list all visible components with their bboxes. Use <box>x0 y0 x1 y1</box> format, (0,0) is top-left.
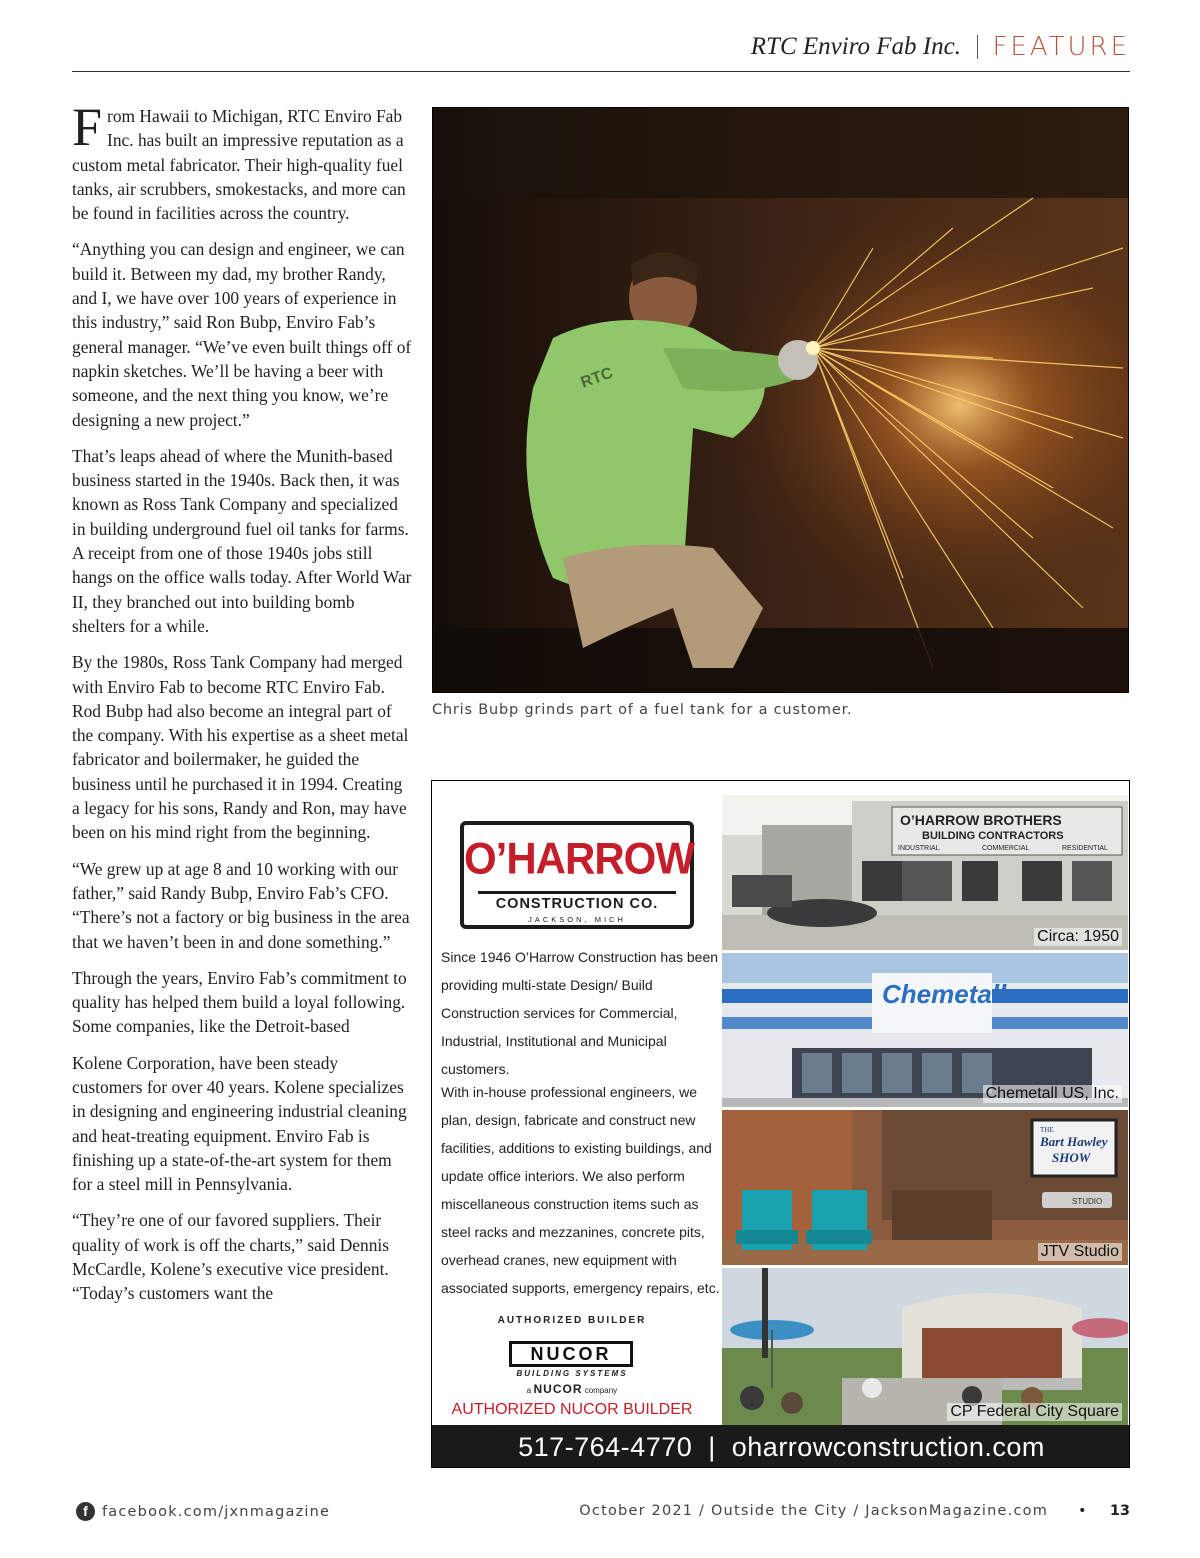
facebook-icon: f <box>76 1502 95 1521</box>
publication-title: RTC Enviro Fab Inc. <box>750 33 961 60</box>
ad-text-column <box>432 781 722 1425</box>
photo-label-jtv: JTV Studio <box>1038 1243 1122 1261</box>
ad-website: oharrowconstruction.com <box>731 1432 1045 1462</box>
studio-sign-name: Bart Hawley <box>1040 1134 1108 1149</box>
authorized-builder-label: AUTHORIZED BUILDER <box>497 1315 647 1326</box>
facebook-url: facebook.com/jxnmagazine <box>102 1503 331 1520</box>
ad-photo-column <box>722 795 1128 1428</box>
photo-caption: Chris Bubp grinds part of a fuel tank for a customer. <box>432 702 853 718</box>
logo-subtitle: CONSTRUCTION CO. <box>495 896 659 912</box>
page-header <box>72 28 1130 72</box>
nucor-company-name: NUCOR <box>533 1382 583 1396</box>
article-lead-text: rom Hawaii to Michigan, RTC Enviro Fab Inc. has built an impressive reputation as a custom metal fabricator. Their high-quality fuel tanks, air scrubbers, smokestacks, and more can be found in facilities across the country. <box>72 106 406 224</box>
studio-sign-label: STUDIO <box>1072 1197 1103 1206</box>
shirt-logo: RTC <box>578 364 616 392</box>
vintage-sign-residential: RESIDENTIAL <box>1062 845 1108 852</box>
logo-city: JACKSON, MICH <box>528 915 626 924</box>
footer-issue-info <box>579 1503 1130 1519</box>
facebook-link[interactable] <box>76 1502 330 1521</box>
oharrow-logo <box>460 821 694 929</box>
logo-name: O’HARROW <box>464 833 694 884</box>
nucor-company-suffix: company <box>584 1386 618 1395</box>
article-paragraph: By the 1980s, Ross Tank Company had merged with Enviro Fab to become RTC Enviro Fab. Rod Bubp had also become an integral part of the company. With his expertise as a sheet metal fabricator and boilermaker, he guided the business until he purchased it in 1994. Creating a legacy for his sons, Randy and Ron, may have been on his mind right from the beginning. <box>72 652 409 843</box>
ad-photo-cp-federal <box>722 1268 1128 1428</box>
ad-photo-jtv-studio <box>722 1110 1128 1268</box>
chemetall-sign: Chemetall <box>882 979 1007 1009</box>
article-paragraph: Through the years, Enviro Fab’s commitment to quality has helped them build a loyal following. Some companies, like the Detroit-based <box>72 967 407 1037</box>
nucor-company-line <box>432 1382 712 1396</box>
ad-paragraph-intro: Since 1946 O’Harrow Construction has been providing multi-state Design/ Build Construction services for Commercial, Industrial, Institutional and Municipal customers. <box>441 949 719 1077</box>
feature-photo <box>432 107 1129 693</box>
page-number: 13 <box>1109 1503 1130 1519</box>
ad-phone: 517-764-4770 <box>518 1432 693 1462</box>
header-title-group <box>751 32 1130 62</box>
nucor-logo: NUCOR <box>509 1341 633 1367</box>
vintage-sign-contractors: BUILDING CONTRACTORS <box>922 830 1064 842</box>
article-paragraph: That’s leaps ahead of where the Munith-based business started in the 1940s. Back then, it was known as Ross Tank Company and specialized in building underground fuel oil tanks for farms. A receipt from one of those 1940s jobs still hangs on the office walls today. After World War II, they branched out into building bomb shelters for a while. <box>72 445 412 636</box>
ad-paragraph-services: With in-house professional engineers, we plan, design, fabricate and construct new facilities, additions to existing buildings, and update office interiors. We also perform miscellaneous construction items such as steel racks and mezzanines, concrete pits, overhead cranes, new equipment with associated supports, emergency repairs, etc. <box>441 1084 720 1296</box>
studio-sign-the: THE <box>1040 1126 1054 1134</box>
header-divider <box>977 35 979 59</box>
article-paragraph: Kolene Corporation, have been steady customers for over 40 years. Kolene specializes in designing and engineering industrial cleaning and heat-treating equipment. Enviro Fab is finishing up a state-of-the-art system for them for a steel mill in Pennsylvania. <box>72 1052 407 1195</box>
grinding-photo-illustration <box>433 108 1129 693</box>
ad-contact-separator: | <box>708 1432 716 1462</box>
article-paragraph: “Anything you can design and engineer, we can build it. Between my dad, my brother Randy, and I, we have over 100 years of experience in this industry,” said Ron Bubp, Enviro Fab’s general manager. “We’ve even built things off of napkin sketches. We’ll be having a beer with someone, and the next thing you know, we’re designing a new project.” <box>72 239 412 430</box>
footer-issue: October 2021 / Outside the City / JacksonMagazine.com <box>579 1503 1049 1519</box>
vintage-sign-commercial: COMMERCIAL <box>982 845 1030 852</box>
ad-photo-circa-1950 <box>722 795 1128 953</box>
drop-cap: F <box>72 97 103 157</box>
vintage-sign-name: O’HARROW BROTHERS <box>900 812 1062 828</box>
footer-bullet: • <box>1078 1503 1088 1519</box>
logo-rule <box>478 891 676 894</box>
advertisement <box>431 780 1130 1468</box>
studio-sign-show: SHOW <box>1052 1150 1091 1165</box>
photo-label-chemetall: Chemetall US, Inc. <box>983 1085 1122 1103</box>
photo-label-cp-federal: CP Federal City Square <box>947 1403 1122 1421</box>
article-column <box>72 97 412 1318</box>
nucor-building-systems: BUILDING SYSTEMS <box>516 1369 628 1378</box>
vintage-sign-industrial: INDUSTRIAL <box>898 845 940 852</box>
authorized-nucor-builder: AUTHORIZED NUCOR BUILDER <box>451 1401 693 1418</box>
ad-photo-chemetall <box>722 953 1128 1110</box>
article-paragraph: “We grew up at age 8 and 10 working with our father,” said Randy Bubp, Enviro Fab’s CFO. “There’s not a factory or big business in the area that we haven’t been in and done something.” <box>72 858 410 952</box>
nucor-company-prefix: a <box>526 1386 532 1395</box>
section-label: FEATURE <box>992 32 1130 62</box>
page-footer <box>72 1500 1130 1526</box>
photo-label-circa: Circa: 1950 <box>1034 928 1122 946</box>
article-paragraph <box>72 97 412 225</box>
ad-contact-bar <box>432 1425 1130 1468</box>
article-paragraph: “They’re one of our favored suppliers. Their quality of work is off the charts,” said Dennis McCardle, Kolene’s executive vice president. “Today’s customers want the <box>72 1210 389 1304</box>
